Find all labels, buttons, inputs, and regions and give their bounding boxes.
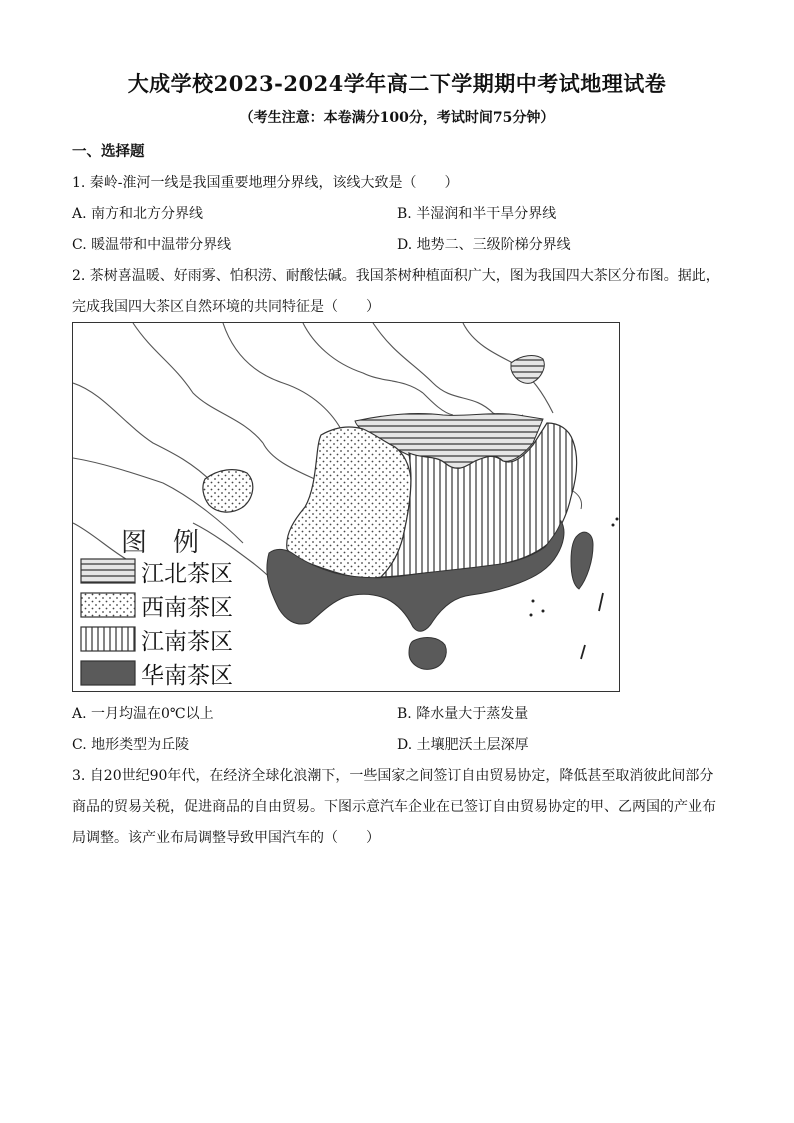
tea-region-map <box>72 322 620 692</box>
q1-option-c[interactable]: C. 暖温带和中温带分界线 <box>72 237 232 253</box>
legend-label-jiangnan: 江南茶区 <box>141 629 233 655</box>
taiwan-island <box>571 532 593 589</box>
q2-option-b[interactable]: B. 降水量大于蒸发量 <box>397 706 529 722</box>
nine-dash-marks <box>581 593 603 659</box>
legend-swatch-jiangbei <box>81 559 135 583</box>
q2-option-d[interactable]: D. 土壤肥沃土层深厚 <box>397 737 529 753</box>
southwest-region-main <box>287 427 411 578</box>
legend-label-south-china: 华南茶区 <box>141 663 233 689</box>
hainan-island <box>409 638 446 670</box>
legend-label-jiangbei: 江北茶区 <box>141 561 233 587</box>
section-title: 一、选择题 <box>72 143 145 160</box>
q1-option-a[interactable]: A. 南方和北方分界线 <box>72 206 204 222</box>
q2-option-c[interactable]: C. 地形类型为丘陵 <box>72 737 190 753</box>
q2-stem-line2: 完成我国四大茶区自然环境的共同特征是（ ） <box>72 299 380 315</box>
q2-stem-line1: 2. 茶树喜温暖、好雨雾、怕积涝、耐酸怯碱。我国茶树种植面积广大，图为我国四大茶区分布图。据此， <box>72 268 720 284</box>
legend-label-southwest: 西南茶区 <box>141 595 233 621</box>
southwest-region-west <box>203 470 253 512</box>
q2-option-a[interactable]: A. 一月均温在0℃以上 <box>72 706 214 722</box>
legend-swatch-jiangnan <box>81 627 135 651</box>
legend-title: 图 例 <box>121 528 200 558</box>
q1-option-b[interactable]: B. 半湿润和半干旱分界线 <box>397 206 557 222</box>
legend-swatch-southwest <box>81 593 135 617</box>
q3-stem-line3: 局调整。该产业布局调整导致甲国汽车的（ ） <box>72 830 380 846</box>
legend-swatch-south-china <box>81 661 135 685</box>
q3-stem-line1: 3. 自20世纪90年代，在经济全球化浪潮下，一些国家之间签订自由贸易协定，降低甚至取消彼此间部分 <box>72 768 714 784</box>
q1-stem: 1. 秦岭-淮河一线是我国重要地理分界线，该线大致是（ ） <box>72 175 459 191</box>
q3-stem-line2: 商品的贸易关税，促进商品的自由贸易。下图示意汽车企业在已签订自由贸易协定的甲、乙两国的产业布 <box>72 799 716 815</box>
q1-option-d[interactable]: D. 地势二、三级阶梯分界线 <box>397 237 571 253</box>
tea-region-map-svg <box>73 323 619 691</box>
exam-notice: （考生注意：本卷满分100分，考试时间75分钟） <box>239 110 555 126</box>
exam-title: 大成学校2023-2024学年高二下学期期中考试地理试卷 <box>127 71 667 96</box>
